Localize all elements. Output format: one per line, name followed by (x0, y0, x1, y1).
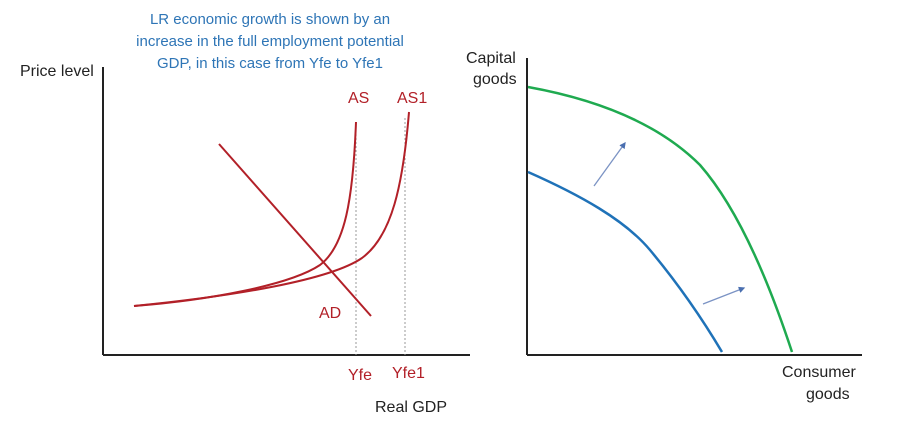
inner-ppf-curve (528, 172, 722, 352)
consumer-goods-label-line-1: Consumer (782, 364, 856, 381)
outer-ppf-curve (528, 87, 792, 352)
annotation-line-2: increase in the full employment potential (136, 33, 404, 50)
annotation (136, 11, 404, 72)
as1-label: AS1 (397, 90, 428, 107)
shift-arrow-upper (594, 143, 625, 186)
capital-goods-label-line-2: goods (473, 71, 517, 88)
price-level-axis-label: Price level (20, 63, 94, 80)
real-gdp-axis-label: Real GDP (375, 399, 448, 416)
as1-curve (134, 112, 409, 306)
capital-goods-label-line-1: Capital (466, 50, 516, 67)
yfe1-label: Yfe1 (392, 365, 425, 382)
ppf-diagram (466, 50, 862, 403)
yfe-label: Yfe (348, 367, 373, 384)
as-label: AS (348, 90, 370, 107)
annotation-line-3: GDP, in this case from Yfe to Yfe1 (157, 55, 383, 72)
shift-arrow-lower (703, 288, 744, 304)
ad-label: AD (319, 305, 342, 322)
ad-curve (219, 144, 371, 316)
consumer-goods-label-line-2: goods (806, 386, 850, 403)
ad-as-diagram (20, 63, 470, 416)
as-curve (134, 122, 356, 306)
annotation-line-1: LR economic growth is shown by an (149, 11, 391, 28)
